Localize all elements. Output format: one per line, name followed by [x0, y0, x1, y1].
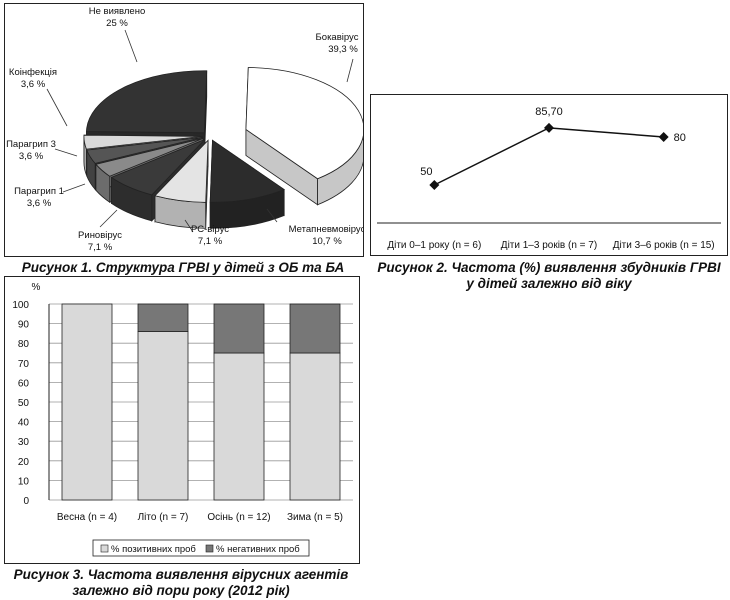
figure-1-caption: Рисунок 1. Структура ГРВІ у дітей з ОБ та БА: [21, 260, 345, 275]
line-series: [434, 128, 663, 185]
legend-swatch: [101, 545, 108, 552]
pie-slice-label: Парагрип 1: [14, 186, 64, 197]
y-tick-label: 70: [17, 358, 29, 370]
line-data-label: 80: [673, 132, 686, 144]
pie-slice-value: 25 %: [106, 18, 128, 29]
pie-slice-value: 7,1 %: [197, 236, 223, 247]
line-chart-frame: [370, 94, 728, 256]
x-tick-label: Осінь (n = 12): [207, 512, 271, 523]
pie-slice-label: РС-вірус: [191, 224, 229, 235]
x-tick-label: Діти 1–3 років (n = 7): [500, 240, 598, 251]
pie-slice-label: Не виявлено: [88, 6, 146, 17]
pie-slice-value: 3,6 %: [18, 151, 44, 162]
x-tick-label: Діти 0–1 року (n = 6): [387, 240, 482, 251]
x-tick-label: Зима (n = 5): [286, 512, 344, 523]
figure-2-caption-line-1: Рисунок 2. Частота (%) виявлення збудників ГРВІ: [377, 260, 721, 275]
pie-chart: [5, 4, 363, 256]
line-point: [659, 132, 669, 142]
pie-slice-value: 7,1 %: [87, 242, 113, 253]
bar-segment: [290, 353, 340, 500]
x-tick-label: Діти 3–6 років (n = 15): [612, 240, 715, 251]
y-tick-label: 20: [17, 456, 29, 468]
line-data-label: 85,70: [535, 105, 563, 118]
pie-slice-label: Бокавірус: [315, 32, 359, 43]
pie-leader-line: [100, 210, 117, 227]
bar-chart-frame: [4, 276, 360, 564]
bar-segment: [214, 353, 264, 500]
pie-slice-label: Коінфекція: [8, 67, 58, 78]
pie-leader-line: [125, 30, 137, 62]
y-tick-label: 30: [17, 437, 29, 449]
bar-segment: [214, 304, 264, 353]
pie-leader-line: [55, 149, 77, 156]
bar-segment: [290, 304, 340, 353]
figure-3-caption-line-1: Рисунок 3. Частота виявлення вірусних агентів: [13, 567, 349, 582]
pie-leader-line: [47, 89, 67, 126]
figure-2-caption-line-2: у дітей залежно від віку: [466, 276, 632, 291]
pie-slice-value: 3,6 %: [20, 79, 46, 90]
stacked-bar-chart: [5, 277, 359, 563]
line-chart: [371, 95, 727, 255]
y-tick-label: 40: [17, 417, 29, 429]
pie-slice-value: 3,6 %: [26, 198, 52, 209]
pie-chart-frame: [4, 3, 364, 257]
y-tick-label: 50: [17, 398, 29, 409]
y-tick-label: 90: [17, 319, 29, 331]
bar-segment: [138, 304, 188, 331]
y-axis-label: %: [31, 282, 41, 293]
pie-slice-label: Парагрип 3: [6, 139, 56, 150]
y-tick-label: 0: [23, 496, 29, 507]
figure-2-caption: [368, 260, 730, 292]
y-tick-label: 10: [17, 476, 29, 488]
y-tick-label: 60: [17, 378, 29, 390]
line-point: [429, 180, 439, 190]
legend-label: % негативних проб: [216, 544, 300, 555]
figure-3-caption: [4, 567, 358, 599]
pie-slice-label: Метапневмовірус: [288, 224, 363, 235]
legend-label: % позитивних проб: [111, 544, 196, 555]
pie-leader-line: [347, 59, 353, 82]
bar-segment: [138, 331, 188, 500]
y-tick-label: 80: [17, 339, 29, 351]
figure-3-caption-line-2: залежно від пори року (2012 рік): [72, 583, 290, 598]
x-tick-label: Весна (n = 4): [56, 512, 118, 523]
bar-segment: [62, 304, 112, 500]
line-data-label: 50: [420, 166, 433, 178]
pie-slice-value: 10,7 %: [312, 236, 342, 247]
x-tick-label: Літо (n = 7): [137, 512, 189, 523]
pie-slice-value: 39,3 %: [328, 44, 358, 55]
y-tick-label: 100: [12, 300, 29, 311]
pie-leader-line: [63, 184, 85, 192]
legend-swatch: [206, 545, 213, 552]
line-point: [544, 123, 554, 133]
pie-slice-label: Риновірус: [78, 230, 122, 241]
